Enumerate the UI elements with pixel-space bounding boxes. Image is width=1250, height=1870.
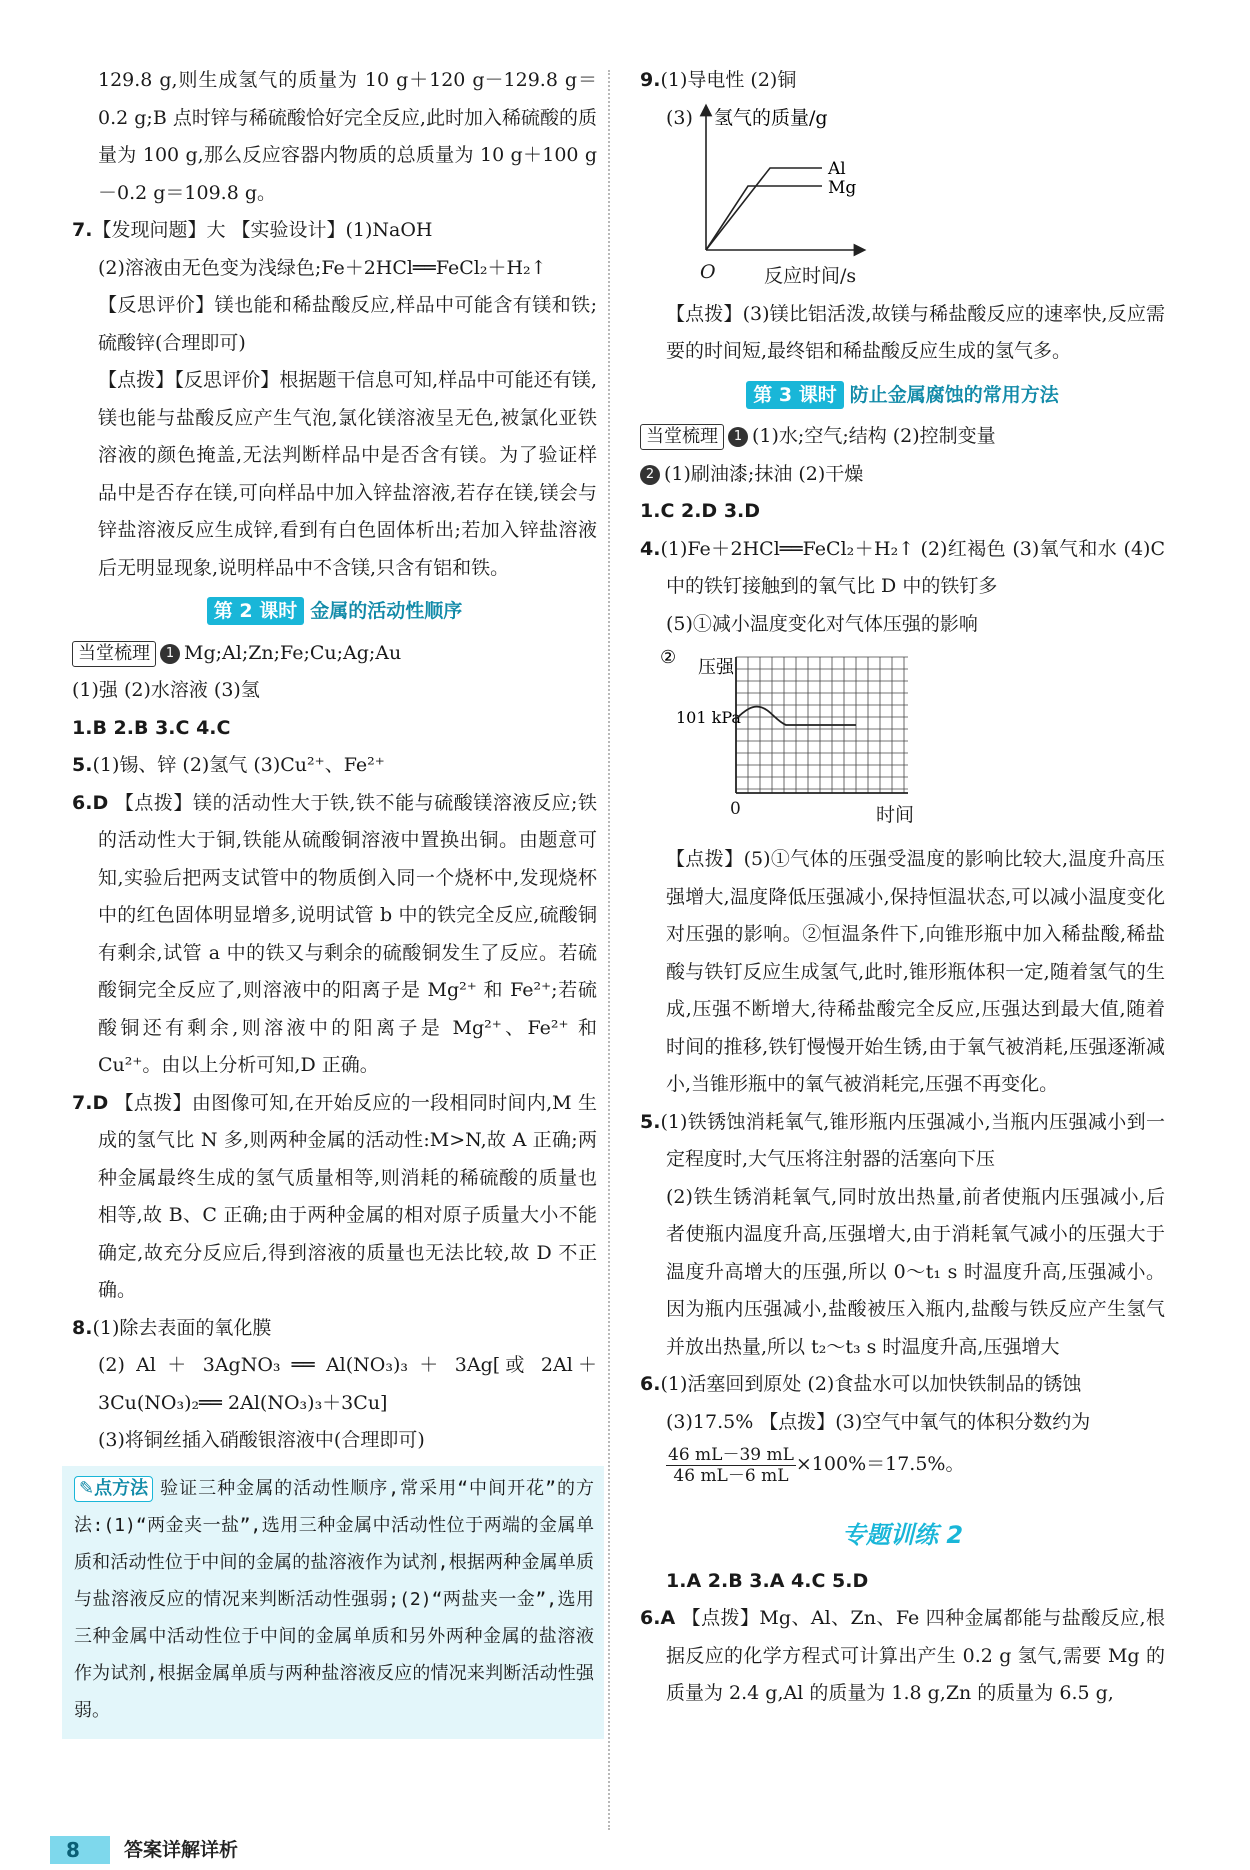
q8-number: 8.	[72, 1316, 93, 1339]
q5-answer: (1)锡、锌 (2)氢气 (3)Cu²⁺、Fe²⁺	[92, 754, 385, 776]
fraction	[666, 1445, 796, 1486]
special-answers: 1.A 2.B 3.A 4.C 5.D	[666, 1569, 869, 1592]
pressure-tick-101: 101 kPa	[676, 708, 741, 727]
sp6-choice: A	[660, 1607, 676, 1629]
series-al-line	[706, 168, 822, 250]
q5r-part2: (2)铁生锈消耗氧气,同时放出热量,前者使瓶内压强减小,后者使瓶内温度升高,压强增大,由于消耗氧气减小的压强大于温度升高增大的压强,所以 0～t₁ s 时温度升高,压强减小。因为瓶内压强减小,盐酸被压入瓶内,盐酸与铁反应产生氢气并放出热量,所以 t₂～t₃ s 时温度升高,压强增大	[666, 1185, 1165, 1358]
q7-line1: 【发现问题】大 【实验设计】(1)NaOH	[92, 219, 433, 241]
left-column	[72, 62, 597, 1739]
hydrogen-chart-axis-labels	[640, 260, 1165, 296]
hydrogen-chart-wrap	[640, 100, 1165, 260]
answers-1-4: 1.B 2.B 3.C 4.C	[72, 716, 231, 739]
sp6-tip: 【点拨】Mg、Al、Zn、Fe 四种金属都能与盐酸反应,根据反应的化学方程式可计算出产生 0.2 g 氢气,需要 Mg 的质量为 2.4 g,Al 的质量为 1.8 g,Zn 的质量为 6.5 g,	[666, 1607, 1165, 1704]
q9-tip: 【点拨】(3)镁比铝活泼,故镁与稀盐酸反应的速率快,反应需要的时间短,最终铝和稀盐酸反应生成的氢气多。	[666, 302, 1165, 362]
method-tag-label: 点方法	[94, 1477, 149, 1499]
lesson2-header	[72, 593, 597, 631]
pressure-axis-label: 压强	[698, 657, 734, 678]
q9-part3-label: (3)	[666, 106, 693, 129]
q6-number: 6.	[72, 791, 93, 814]
q6-tip: 【点拨】镁的活动性大于铁,铁不能与硫酸镁溶液反应;铁的活动性大于铜,铁能从硫酸铜溶液中置换出铜。由题意可知,实验后把两支试管中的物质倒入同一个烧杯中,发现烧杯中的红色固体明显增多,说明试管 b 中的铁完全反应,硫酸铜有剩余,试管 a 中的铁又与剩余的硫酸铜发生了反应。若硫酸铜完全反应了,则溶液中的阳离子是 Mg²⁺ 和 Fe²⁺;若硫酸铜还有剩余,则溶液中的阳离子是 Mg²⁺、Fe²⁺ 和 Cu²⁺。由以上分析可知,D 正确。	[98, 791, 597, 1076]
q6-continuation: 129.8 g,则生成氢气的质量为 10 g＋120 g－129.8 g＝0.2 g;B 点时锌与稀硫酸恰好完全反应,此时加入稀硫酸的质量为 100 g,那么反应容器内物质的总质量为 10 g＋100 g－0.2 g＝109.8 g。	[98, 69, 597, 204]
chart2-marker: ②	[660, 647, 677, 668]
q4-part5: (5)①减小温度变化对气体压强的影响	[666, 612, 978, 635]
pressure-time-chart	[660, 643, 960, 803]
q7-line3: 【反思评价】镁也能和稀盐酸反应,样品中可能含有镁和铁;硫酸锌(合理即可)	[98, 294, 597, 354]
review3-1: (1)水;空气;结构 (2)控制变量	[752, 425, 996, 447]
method-tag	[74, 1476, 153, 1502]
lesson2-title: 金属的活动性顺序	[310, 600, 463, 622]
lesson3-tag: 第 3 课时	[746, 381, 843, 409]
q4-answer: (1)Fe＋2HCl══FeCl₂＋H₂↑ (2)红褐色 (3)氧气和水 (4)C 中的铁钉接触到的氧气比 D 中的铁钉多	[660, 537, 1165, 597]
q7-tip: 【点拨】【反思评价】根据题干信息可知,样品中可能还有镁,镁也能与盐酸反应产生气泡,氯化镁溶液呈无色,被氯化亚铁溶液的颜色掩盖,无法判断样品中是否含有镁。为了验证样品中是否存在镁,可向样品中加入锌盐溶液,若存在镁,镁会与锌盐溶液反应生成锌,看到有白色固体析出;若加入锌盐溶液后无明显现象,说明样品中不含镁,只含有铝和铁。	[98, 369, 597, 579]
sp6-number: 6.	[640, 1607, 661, 1629]
answers-1-3: 1.C 2.D 3.D	[640, 500, 761, 522]
review-label-2: 当堂梳理	[640, 424, 724, 450]
review3-2: (1)刷油漆;抹油 (2)干燥	[664, 462, 864, 485]
fraction-line	[640, 1441, 1165, 1487]
origin-label: O	[700, 260, 716, 283]
q4-tip: 【点拨】(5)①气体的压强受温度的影响比较大,温度升高压强增大,温度降低压强减小,保持恒温状态,可以减小温度变化对压强的影响。②恒温条件下,向锥形瓶中加入稀盐酸,稀盐酸与铁钉反应生成氢气,此时,锥形瓶体积一定,随着氢气的生成,压强不断增大,待稀盐酸完全反应,压强达到最大值,随着时间的推移,铁钉慢慢开始生锈,由于氧气被消耗,压强逐渐减小,当锥形瓶中的氧气被消耗完,压强不再变化。	[666, 848, 1165, 1095]
review-label: 当堂梳理	[72, 641, 156, 667]
series-mg-label: Mg	[828, 177, 857, 198]
q5r-part1: (1)铁锈蚀消耗氧气,锥形瓶内压强减小,当瓶内压强减小到一定程度时,大气压将注射器的活塞向下压	[660, 1110, 1165, 1170]
pressure-chart-wrap	[640, 643, 1165, 803]
fraction-numerator: 46 mL－39 mL	[668, 1444, 794, 1465]
right-column	[640, 62, 1165, 1713]
pressure-chart-axis-labels	[640, 799, 1165, 841]
q6r-number: 6.	[640, 1373, 661, 1395]
circle-number-icon: 2	[640, 465, 660, 485]
q7b-number: 7.	[72, 1091, 93, 1114]
pressure-origin: 0	[730, 799, 741, 819]
q7-line2: (2)溶液由无色变为浅绿色;Fe＋2HCl══FeCl₂＋H₂↑	[98, 256, 547, 279]
q6r-part3: (3)17.5% 【点拨】(3)空气中氧气的体积分数约为	[666, 1410, 1091, 1433]
page-footer	[0, 1830, 1250, 1870]
fraction-denominator: 46 mL－6 mL	[673, 1465, 789, 1486]
q7-number: 7.	[72, 219, 93, 241]
column-divider	[608, 70, 610, 1830]
lesson2-tag: 第 2 课时	[207, 597, 304, 625]
series-mg-line	[706, 186, 822, 250]
q9-number: 9.	[640, 69, 661, 91]
special-training-title: 专题训练 2	[841, 1521, 964, 1549]
lightbulb-icon: ✎	[79, 1477, 95, 1499]
q7b-tip: 【点拨】由图像可知,在开始反应的一段相同时间内,M 生成的氢气比 N 多,则两种金属的活动性:M>N,故 A 正确;两种金属最终生成的氢气质量相等,则消耗的稀硫酸的质量也相等,故 B、C 正确;由于两种金属的相对原子质量大小不能确定,故充分反应后,得到溶液的质量也无法比较,故 D 不正确。	[98, 1091, 597, 1301]
q4-number: 4.	[640, 537, 661, 560]
question-7	[72, 212, 597, 587]
footer-label: 答案详解详析	[124, 1839, 239, 1861]
time-axis-label: 时间	[876, 804, 915, 826]
review1: Mg;Al;Zn;Fe;Cu;Ag;Au	[184, 641, 402, 664]
q8-part2: (2) Al ＋ 3AgNO₃ ══ Al(NO₃)₃ ＋ 3Ag[或 2Al＋3Cu(NO₃)₂══ 2Al(NO₃)₃＋3Cu]	[98, 1354, 597, 1414]
q6r-part1: (1)活塞回到原处 (2)食盐水可以加快铁制品的锈蚀	[660, 1373, 1082, 1395]
x-axis-label: 反应时间/s	[764, 264, 857, 287]
hydrogen-mass-chart	[690, 100, 990, 265]
series-al-label: Al	[828, 158, 846, 179]
review2: (1)强 (2)水溶液 (3)氢	[72, 679, 260, 701]
y-axis-label: 氢气的质量/g	[714, 106, 828, 129]
q8-part1: (1)除去表面的氧化膜	[92, 1316, 272, 1339]
q8-part3: (3)将铜丝插入硝酸银溶液中(合理即可)	[98, 1429, 425, 1451]
q7b-choice: D	[92, 1091, 109, 1114]
page-number: 8	[50, 1836, 110, 1864]
circle-number-icon: 1	[728, 427, 748, 447]
fraction-tail: ×100%＝17.5%。	[795, 1453, 965, 1475]
q9-part1: (1)导电性 (2)铜	[660, 69, 797, 91]
q5-number: 5.	[72, 754, 93, 776]
lesson3-title: 防止金属腐蚀的常用方法	[849, 383, 1059, 406]
method-box	[62, 1466, 604, 1739]
q5r-number: 5.	[640, 1110, 661, 1133]
q6-choice: D	[92, 791, 109, 814]
method-text: 验证三种金属的活动性顺序,常采用“中间开花”的方法:(1)“两金夹一盐”,选用三种金属中活动性位于两端的金属单质和活动性位于中间的金属的盐溶液作为试剂,根据两种金属单质与盐溶液反应的情况来判断活动性强弱;(2)“两盐夹一金”,选用三种金属中活动性位于中间的金属单质和另外两种金属的盐溶液作为试剂,根据金属单质与两种盐溶液反应的情况来判断活动性强弱。	[74, 1477, 594, 1721]
lesson3-header	[640, 377, 1165, 415]
circle-number-icon: 1	[160, 644, 180, 664]
